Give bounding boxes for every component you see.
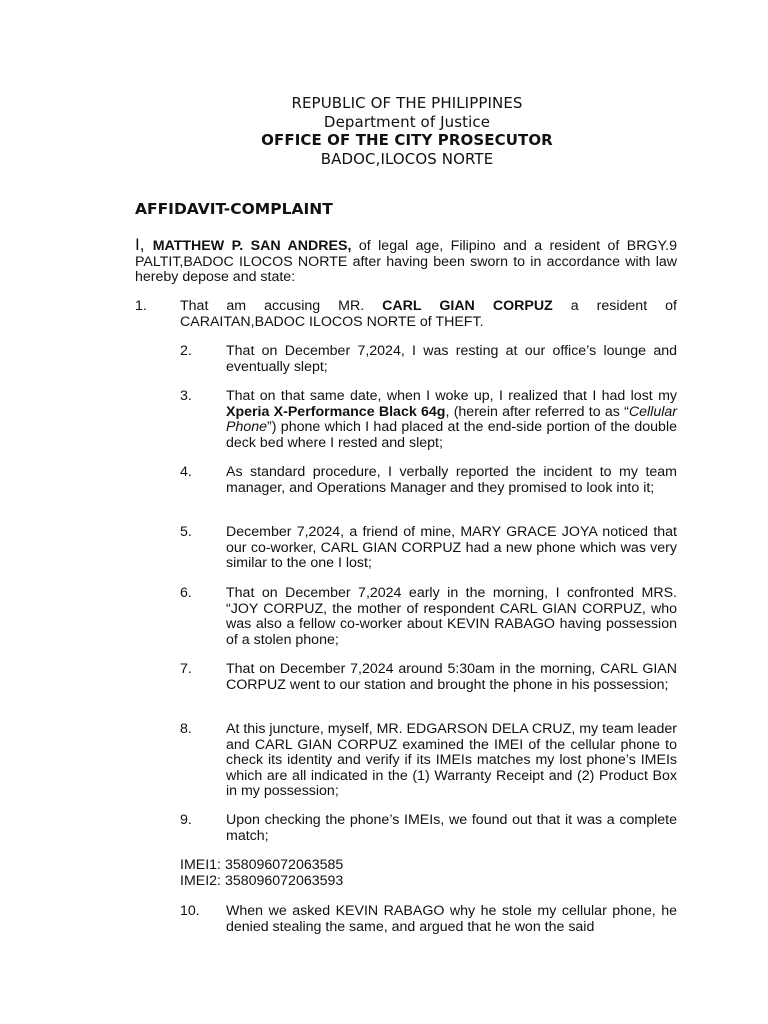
- item-text-part: , (herein after referred to as “: [445, 403, 629, 420]
- imei2-line: IMEI2: 358096072063593: [180, 872, 344, 889]
- item-number: 4.: [180, 464, 192, 480]
- header-location: BADOC,ILOCOS NORTE: [320, 149, 494, 168]
- item-number: 8.: [180, 721, 192, 737]
- header-department: Department of Justice: [323, 112, 491, 131]
- item-number: 1.: [135, 298, 147, 314]
- item-number: 6.: [180, 585, 192, 601]
- item-text: [180, 299, 677, 330]
- item-text: That on December 7,2024 around 5:30am in the morning, CARL GIAN CORPUZ went to our station and brought the phone in his possession;: [226, 661, 677, 693]
- affiant-name: MATTHEW P. SAN ANDRES,: [152, 238, 352, 254]
- item-number: 2.: [180, 343, 192, 359]
- item-text: [226, 389, 677, 451]
- item-text-part: That on that same date, when I woke up, I realized that I had lost my: [226, 388, 677, 404]
- item-text-part: a resident of CARAITAN,BADOC ILOCOS NORTE of THEFT.: [180, 298, 677, 330]
- respondent-name: CARL GIAN CORPUZ: [382, 298, 553, 314]
- intro-prefix: I,: [135, 235, 153, 254]
- item-text: December 7,2024, a friend of mine, MARY GRACE JOYA noticed that our co-worker, CARL GIAN CORPUZ had a new phone which was very similar to the one I lost;: [226, 524, 677, 572]
- item-text-part: That am accusing MR.: [180, 298, 383, 314]
- intro-rest: of legal age, Filipino and a resident of BRGY.9 PALTIT,BADOC ILOCOS NORTE after having been sworn to in accordance with law hereby depose and state:: [135, 238, 678, 286]
- item-text: Upon checking the phone’s IMEIs, we found out that it was a complete match;: [226, 812, 677, 844]
- item-number: 5.: [180, 524, 192, 540]
- item-number: 10.: [180, 903, 200, 919]
- header-republic: REPUBLIC OF THE PHILIPPINES: [291, 94, 523, 112]
- item-text: That on December 7,2024 early in the morning, I confronted MRS. “JOY CORPUZ, the mother of respondent CARL GIAN CORPUZ, who was also a fellow co-worker about KEVIN RABAGO having possession of a stolen phone;: [226, 585, 677, 648]
- document-title: AFFIDAVIT-COMPLAINT: [135, 200, 333, 218]
- item-number: 3.: [180, 388, 192, 404]
- item-text: That on December 7,2024, I was resting at our office’s lounge and eventually slept;: [226, 343, 677, 375]
- item-number: 9.: [180, 812, 192, 828]
- intro-paragraph: [135, 237, 677, 286]
- item-text: As standard procedure, I verbally reported the incident to my team manager, and Operations Manager and they promised to look into it;: [226, 464, 677, 496]
- document-header: [0, 94, 768, 168]
- item-text: At this juncture, myself, MR. EDGARSON DELA CRUZ, my team leader and CARL GIAN CORPUZ examined the IMEI of the cellular phone to check its identity and verify if its IMEIs matches my lost phone’s IMEIs which are all indicated in the (1) Warranty Receipt and (2) Product Box in my possession;: [226, 721, 677, 800]
- item-text: When we asked KEVIN RABAGO why he stole my cellular phone, he denied stealing the same, and argued that he won the said: [226, 903, 677, 935]
- phone-model: Xperia X-Performance Black 64g: [226, 403, 446, 420]
- header-office: OFFICE OF THE CITY PROSECUTOR: [261, 131, 553, 149]
- imei1-line: IMEI1: 358096072063585: [180, 857, 344, 873]
- defined-term: Cellular Phone: [226, 403, 677, 436]
- item-text-part: ”) phone which I had placed at the end-side portion of the double deck bed where I rested and slept;: [226, 419, 677, 451]
- item-number: 7.: [180, 661, 192, 677]
